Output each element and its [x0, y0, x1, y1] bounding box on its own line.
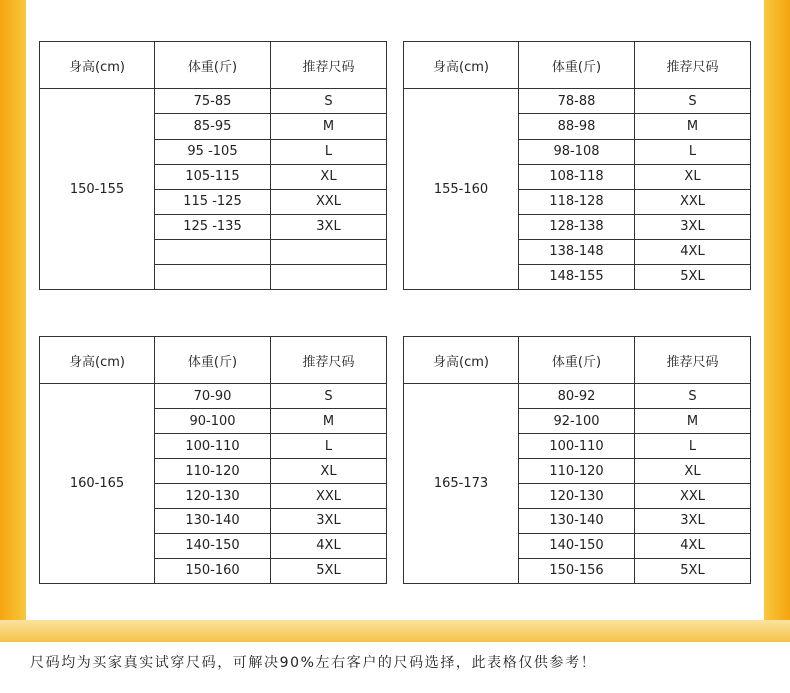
size-table-160-165 [39, 336, 387, 584]
weight-cell: 88-98 [519, 114, 635, 139]
table-header-row [40, 337, 387, 384]
size-cell: L [635, 139, 751, 164]
header-height-cell: 身高(cm) [404, 42, 519, 89]
size-cell: M [271, 409, 387, 434]
size-cell: M [635, 114, 751, 139]
size-cell: S [271, 89, 387, 114]
weight-cell: 140-150 [519, 533, 635, 558]
weight-cell: 92-100 [519, 409, 635, 434]
size-cell: 3XL [635, 214, 751, 239]
table-row [40, 384, 387, 409]
size-cell: XL [635, 164, 751, 189]
weight-cell: 110-120 [155, 459, 271, 484]
size-cell: S [635, 384, 751, 409]
size-cell: XXL [271, 484, 387, 509]
weight-cell: 95 -105 [155, 139, 271, 164]
size-table-155-160 [403, 41, 751, 290]
header-height-cell: 身高(cm) [40, 337, 155, 384]
header-size-cell: 推荐尺码 [271, 337, 387, 384]
size-cell: L [271, 139, 387, 164]
height-range-cell: 165-173 [404, 384, 519, 584]
size-cell: 4XL [271, 533, 387, 558]
weight-cell: 140-150 [155, 533, 271, 558]
weight-cell: 110-120 [519, 459, 635, 484]
size-cell: S [635, 89, 751, 114]
header-weight-cell: 体重(斤) [155, 42, 271, 89]
height-range-cell: 160-165 [40, 384, 155, 584]
header-height-cell: 身高(cm) [40, 42, 155, 89]
weight-cell: 150-160 [155, 558, 271, 583]
size-cell: 3XL [271, 509, 387, 534]
weight-cell: 125 -135 [155, 214, 271, 239]
weight-cell: 98-108 [519, 139, 635, 164]
height-range-cell: 155-160 [404, 89, 519, 290]
weight-cell: 108-118 [519, 164, 635, 189]
weight-cell: 148-155 [519, 264, 635, 289]
size-cell: L [271, 434, 387, 459]
weight-cell: 128-138 [519, 214, 635, 239]
header-size-cell: 推荐尺码 [635, 42, 751, 89]
size-note: 尺码均为买家真实试穿尺码，可解决90%左右客户的尺码选择，此表格仅供参考！ [30, 655, 597, 671]
size-cell: XXL [271, 189, 387, 214]
table-header-row [40, 42, 387, 89]
size-cell: M [271, 114, 387, 139]
size-cell: XL [635, 459, 751, 484]
size-cell: L [635, 434, 751, 459]
header-size-cell: 推荐尺码 [271, 42, 387, 89]
weight-cell: 105-115 [155, 164, 271, 189]
header-weight-cell: 体重(斤) [519, 337, 635, 384]
size-cell [271, 264, 387, 289]
weight-cell: 150-156 [519, 558, 635, 583]
weight-cell: 118-128 [519, 189, 635, 214]
size-cell: 3XL [271, 214, 387, 239]
weight-cell: 100-110 [155, 434, 271, 459]
size-cell: M [635, 409, 751, 434]
size-cell: XL [271, 459, 387, 484]
size-table-150-155 [39, 41, 387, 290]
weight-cell [155, 264, 271, 289]
weight-cell: 80-92 [519, 384, 635, 409]
size-cell [271, 239, 387, 264]
size-cell: XXL [635, 189, 751, 214]
table-row [404, 384, 751, 409]
weight-cell: 100-110 [519, 434, 635, 459]
header-weight-cell: 体重(斤) [155, 337, 271, 384]
size-table-165-173 [403, 336, 751, 584]
size-cell: 5XL [635, 558, 751, 583]
size-cell: 4XL [635, 533, 751, 558]
weight-cell: 130-140 [155, 509, 271, 534]
size-cell: XXL [635, 484, 751, 509]
weight-cell: 70-90 [155, 384, 271, 409]
size-cell: 4XL [635, 239, 751, 264]
table-row [40, 89, 387, 114]
header-weight-cell: 体重(斤) [519, 42, 635, 89]
weight-cell: 138-148 [519, 239, 635, 264]
weight-cell: 115 -125 [155, 189, 271, 214]
weight-cell: 130-140 [519, 509, 635, 534]
weight-cell: 90-100 [155, 409, 271, 434]
weight-cell: 75-85 [155, 89, 271, 114]
size-cell: 3XL [635, 509, 751, 534]
size-cell: 5XL [271, 558, 387, 583]
height-range-cell: 150-155 [40, 89, 155, 290]
header-height-cell: 身高(cm) [404, 337, 519, 384]
table-row [404, 89, 751, 114]
weight-cell: 120-130 [155, 484, 271, 509]
size-cell: S [271, 384, 387, 409]
gold-frame-bottom [0, 620, 790, 642]
weight-cell: 120-130 [519, 484, 635, 509]
weight-cell [155, 239, 271, 264]
size-cell: XL [271, 164, 387, 189]
table-header-row [404, 337, 751, 384]
size-cell: 5XL [635, 264, 751, 289]
weight-cell: 78-88 [519, 89, 635, 114]
table-header-row [404, 42, 751, 89]
weight-cell: 85-95 [155, 114, 271, 139]
header-size-cell: 推荐尺码 [635, 337, 751, 384]
